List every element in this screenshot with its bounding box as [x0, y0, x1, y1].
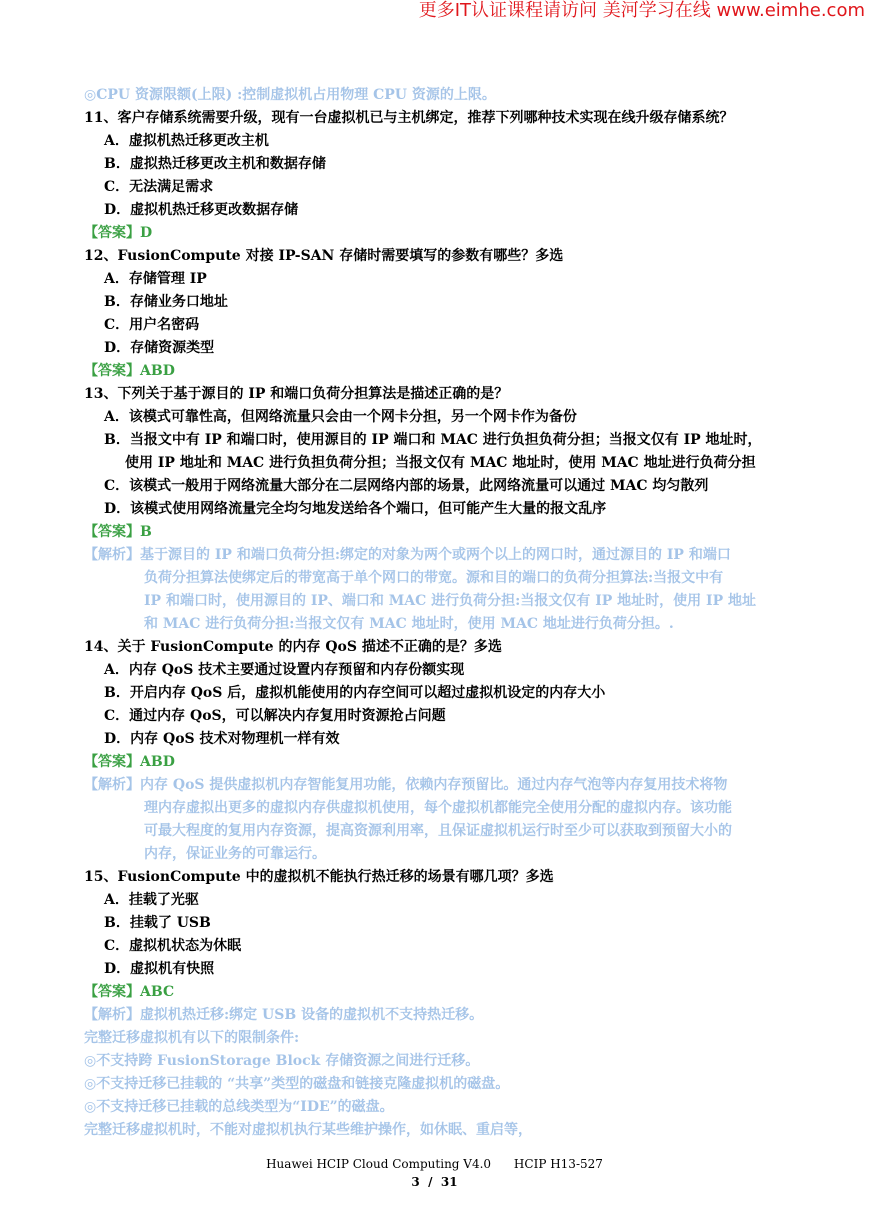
page-number: 3 / 31 — [411, 1175, 458, 1189]
explanation-15-line: 完整迁移虚拟机有以下的限制条件: — [84, 1030, 300, 1046]
answer-14: 【答案】ABD — [84, 754, 175, 770]
header-promo: 更多IT认证课程请访问 美河学习在线 www.eimhe.com — [418, 0, 865, 21]
option-b-continued: 使用 IP 地址和 MAC 进行负担负荷分担；当报文仅有 MAC 地址时，使用 MAC 地址进行负荷分担 — [125, 455, 756, 471]
option-c: C．用户名密码 — [104, 317, 200, 333]
option-d: D．虚拟机有快照 — [104, 961, 215, 977]
question-15: 15、FusionCompute 中的虚拟机不能执行热迁移的场景有哪几项？多选 — [84, 869, 554, 885]
explanation-15-line: ◎不支持迁移已挂载的 “共享”类型的磁盘和链接克隆虚拟机的磁盘。 — [84, 1076, 510, 1092]
option-c: C．虚拟机状态为休眠 — [104, 938, 242, 954]
option-b: B．当报文中有 IP 和端口时，使用源目的 IP 端口和 MAC 进行负担负荷分担；当报文仅有 IP 地址时， — [104, 432, 762, 448]
explanation-15-line: ◎不支持迁移已挂载的总线类型为“IDE”的磁盘。 — [84, 1099, 394, 1115]
explanation-14-line: 理内存虚拟出更多的虚拟内存供虚拟机使用，每个虚拟机都能完全使用分配的虚拟内存。该功能 — [144, 800, 732, 816]
option-a: A．虚拟机热迁移更改主机 — [104, 133, 269, 149]
explanation-15-line: ◎不支持跨 FusionStorage Block 存储资源之间进行迁移。 — [84, 1053, 480, 1069]
question-14: 14、关于 FusionCompute 的内存 QoS 描述不正确的是？多选 — [84, 639, 502, 655]
answer-11: 【答案】D — [84, 225, 153, 241]
option-a: A．存储管理 IP — [104, 271, 207, 287]
explanation-13-line: 和 MAC 进行负荷分担:当报文仅有 MAC 地址时，使用 MAC 地址进行负荷分担。. — [144, 616, 674, 632]
explanation-14-line: 可最大程度的复用内存资源，提高资源利用率，且保证虚拟机运行时至少可以获取到预留大小的 — [144, 823, 732, 839]
answer-15: 【答案】ABC — [84, 984, 175, 1000]
option-d: D．虚拟机热迁移更改数据存储 — [104, 202, 299, 218]
option-c: C．无法满足需求 — [104, 179, 214, 195]
option-d: D．该模式使用网络流量完全均匀地发送给各个端口，但可能产生大量的报文乱序 — [104, 501, 607, 517]
explanation-14: 【解析】内存 QoS 提供虚拟机内存智能复用功能，依赖内存预留比。通过内存气泡等内存复用技术将物 — [84, 777, 728, 793]
question-12: 12、FusionCompute 对接 IP-SAN 存储时需要填写的参数有哪些？多选 — [84, 248, 564, 264]
answer-12: 【答案】ABD — [84, 363, 175, 379]
option-b: B．虚拟热迁移更改主机和数据存储 — [104, 156, 326, 172]
answer-13: 【答案】B — [84, 524, 152, 540]
option-d: D．内存 QoS 技术对物理机一样有效 — [104, 731, 340, 747]
option-b: B．开启内存 QoS 后，虚拟机能使用的内存空间可以超过虚拟机设定的内存大小 — [104, 685, 606, 701]
option-a: A．内存 QoS 技术主要通过设置内存预留和内存份额实现 — [104, 662, 465, 678]
explanation-13-line: IP 和端口时，使用源目的 IP、端口和 MAC 进行负荷分担:当报文仅有 IP 地址时，使用 IP 地址 — [144, 593, 756, 609]
explanation-line: ◎CPU 资源限额(上限) :控制虚拟机占用物理 CPU 资源的上限。 — [84, 87, 496, 103]
explanation-15: 【解析】虚拟机热迁移:绑定 USB 设备的虚拟机不支持热迁移。 — [84, 1007, 484, 1023]
document-body — [84, 84, 790, 1142]
option-d: D．存储资源类型 — [104, 340, 215, 356]
option-a: A．挂载了光驱 — [104, 892, 199, 908]
explanation-13-line: 负荷分担算法使绑定后的带宽高于单个网口的带宽。源和目的端口的负荷分担算法:当报文中有 — [144, 570, 724, 586]
explanation-14-line: 内存，保证业务的可靠运行。 — [144, 846, 326, 862]
question-11: 11、客户存储系统需要升级，现有一台虚拟机已与主机绑定，推荐下列哪种技术实现在线升级存储系统？ — [84, 110, 734, 126]
question-13: 13、下列关于基于源目的 IP 和端口负荷分担算法是描述正确的是？ — [84, 386, 509, 402]
footer-title: Huawei HCIP Cloud Computing V4.0 HCIP H13-527 — [266, 1157, 603, 1171]
option-b: B．存储业务口地址 — [104, 294, 228, 310]
option-c: C．该模式一般用于网络流量大部分在二层网络内部的场景，此网络流量可以通过 MAC 均匀散列 — [104, 478, 709, 494]
option-a: A．该模式可靠性高，但网络流量只会由一个网卡分担，另一个网卡作为备份 — [104, 409, 577, 425]
explanation-15-line: 完整迁移虚拟机时，不能对虚拟机执行某些维护操作，如休眠、重启等， — [84, 1122, 532, 1138]
explanation-13: 【解析】基于源目的 IP 和端口负荷分担:绑定的对象为两个或两个以上的网口时，通过源目的 IP 和端口 — [84, 547, 731, 563]
option-b: B．挂载了 USB — [104, 915, 211, 931]
option-c: C．通过内存 QoS，可以解决内存复用时资源抢占问题 — [104, 708, 446, 724]
